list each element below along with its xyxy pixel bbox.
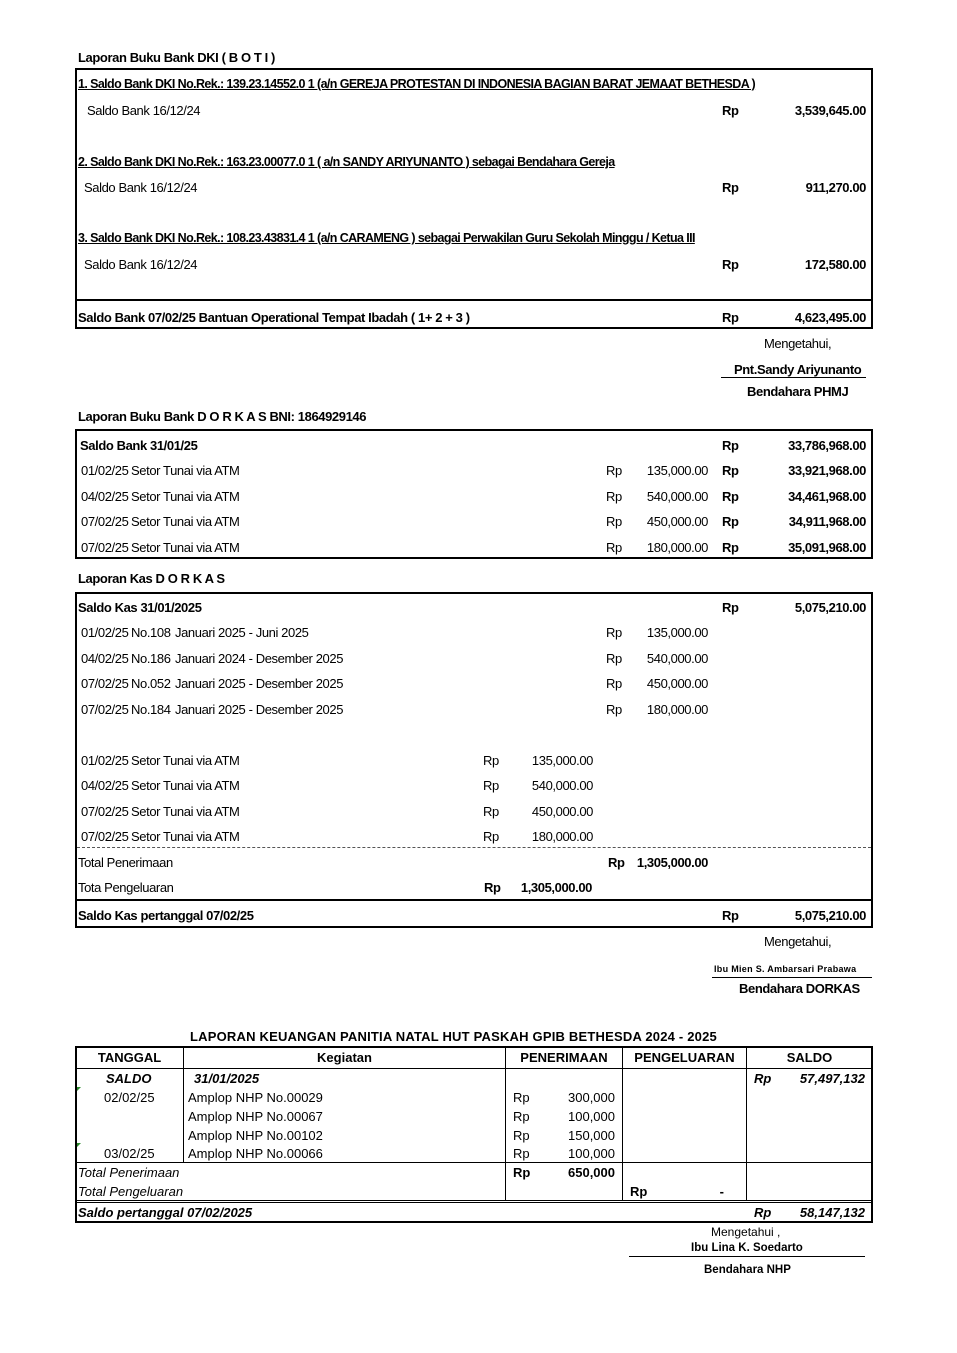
boti-sign-role: Bendahara PHMJ xyxy=(747,384,849,399)
dorkas-kas-title: Laporan Kas D O R K A S xyxy=(78,571,225,586)
dorkas-bank-row-desc: Setor Tunai via ATM xyxy=(131,489,240,504)
expense-cur: Rp xyxy=(483,804,499,819)
dorkas-bank-opening-amount: 33,786,968.00 xyxy=(788,438,866,453)
dorkas-kas-total-receipt-amount: 1,305,000.00 xyxy=(636,855,708,870)
nhp-opening-date: 31/01/2025 xyxy=(194,1071,260,1086)
boti-account-1-header: 1. Saldo Bank DKI No.Rek.: 139.23.14552.0 1 (a/n GEREJA PROTESTAN DI INDONESIA BAGIAN BARAT JEMAAT BETHESDA ) xyxy=(78,77,756,91)
expense-cur: Rp xyxy=(483,778,499,793)
nhp-row-activity: Amplop NHP No.00067 xyxy=(188,1109,323,1124)
boti-account-2-header: 2. Saldo Bank DKI No.Rek.: 163.23.00077.0 1 ( a/n SANDY ARIYUNANTO ) sebagai Bendahara Gereja xyxy=(78,155,615,169)
dorkas-bank-row-date: 07/02/25 xyxy=(81,514,129,529)
nhp-row-date: 03/02/25 xyxy=(104,1146,155,1161)
nhp-row-cur: Rp xyxy=(513,1128,530,1143)
expense-date: 07/02/25 xyxy=(81,804,129,819)
nhp-col-sep xyxy=(622,1047,623,1201)
expense-amount: 180,000.00 xyxy=(531,829,593,844)
receipt-amount: 180,000.00 xyxy=(646,702,708,717)
cell-note-icon xyxy=(77,1087,81,1091)
dorkas-bank-row-amount: 450,000.00 xyxy=(646,514,708,529)
boti-total-amount: 4,623,495.00 xyxy=(794,310,866,325)
expense-desc: Setor Tunai via ATM xyxy=(131,829,240,844)
nhp-total-receipt-currency: Rp xyxy=(513,1165,531,1180)
dorkas-bank-row-date: 07/02/25 xyxy=(81,540,129,555)
dorkas-sign-name: Ibu Mien S. Ambarsari Prabawa xyxy=(714,964,857,974)
nhp-row-cur: Rp xyxy=(513,1109,530,1124)
nhp-closing-line xyxy=(76,1200,872,1201)
nhp-row-cur: Rp xyxy=(513,1090,530,1105)
nhp-totals-line xyxy=(76,1162,872,1163)
receipt-amount: 135,000.00 xyxy=(646,625,708,640)
dorkas-kas-opening-currency: Rp xyxy=(722,600,739,615)
boti-account-2-label: Saldo Bank 16/12/24 xyxy=(84,180,198,195)
dorkas-kas-total-receipt-currency: Rp xyxy=(608,855,625,870)
nhp-header-expense: PENGELUARAN xyxy=(634,1050,735,1065)
nhp-sign-known: Mengetahui , xyxy=(711,1225,781,1239)
dorkas-bank-row-balance: 34,461,968.00 xyxy=(788,489,866,504)
expense-date: 01/02/25 xyxy=(81,753,129,768)
nhp-total-expense-label: Total Pengeluaran xyxy=(78,1184,184,1199)
receipt-date: 07/02/25 xyxy=(81,676,129,691)
dorkas-bank-row-amount: 180,000.00 xyxy=(646,540,708,555)
dorkas-kas-closing-currency: Rp xyxy=(722,908,739,923)
dorkas-bank-row-cur: Rp xyxy=(606,514,622,529)
expense-date: 07/02/25 xyxy=(81,829,129,844)
nhp-row-activity: Amplop NHP No.00029 xyxy=(188,1090,323,1105)
receipt-no: No.184 xyxy=(131,702,171,717)
boti-account-1-currency: Rp xyxy=(722,103,739,118)
receipt-cur: Rp xyxy=(606,676,622,691)
receipt-date: 01/02/25 xyxy=(81,625,129,640)
boti-account-3-header: 3. Saldo Bank DKI No.Rek.: 108.23.43831.4 1 (a/n CARAMENG ) sebagai Perwakilan Guru Sekolah Minggu / Ketua III xyxy=(78,231,695,245)
boti-title: Laporan Buku Bank DKI ( B O T I ) xyxy=(78,50,275,65)
nhp-row-amount: 100,000 xyxy=(568,1146,615,1161)
dorkas-kas-total-expense-currency: Rp xyxy=(484,880,501,895)
nhp-total-expense-amount: - xyxy=(719,1184,724,1199)
dorkas-bank-opening-currency: Rp xyxy=(722,438,739,453)
nhp-sign-role: Bendahara NHP xyxy=(704,1264,791,1276)
dorkas-sign-role: Bendahara DORKAS xyxy=(739,981,860,996)
receipt-no: No.052 xyxy=(131,676,171,691)
receipt-cur: Rp xyxy=(606,625,622,640)
dorkas-bank-row-cur: Rp xyxy=(606,540,622,555)
dorkas-bank-row-balance: 35,091,968.00 xyxy=(788,540,866,555)
nhp-opening-balance: 57,497,132 xyxy=(799,1071,865,1086)
dorkas-bank-opening-label: Saldo Bank 31/01/25 xyxy=(80,438,198,453)
expense-date: 04/02/25 xyxy=(81,778,129,793)
dorkas-bank-row-desc: Setor Tunai via ATM xyxy=(131,514,240,529)
dorkas-kas-total-receipt-label: Total Penerimaan xyxy=(78,855,173,870)
dorkas-bank-row-cur2: Rp xyxy=(722,489,739,504)
dorkas-bank-row-cur2: Rp xyxy=(722,540,739,555)
dorkas-kas-opening-amount: 5,075,210.00 xyxy=(794,600,866,615)
receipt-amount: 540,000.00 xyxy=(646,651,708,666)
boti-account-1-label: Saldo Bank 16/12/24 xyxy=(87,103,201,118)
nhp-total-expense-currency: Rp xyxy=(630,1184,648,1199)
nhp-row-activity: Amplop NHP No.00102 xyxy=(188,1128,323,1143)
dorkas-kas-dashed-divider xyxy=(77,847,871,848)
nhp-header-date: TANGGAL xyxy=(97,1050,162,1065)
dorkas-bank-title: Laporan Buku Bank D O R K A S BNI: 1864929146 xyxy=(78,409,367,424)
expense-desc: Setor Tunai via ATM xyxy=(131,753,240,768)
nhp-total-receipt-amount: 650,000 xyxy=(568,1165,615,1180)
dorkas-bank-row-balance: 34,911,968.00 xyxy=(788,514,866,529)
expense-cur: Rp xyxy=(483,753,499,768)
nhp-header-balance: SALDO xyxy=(786,1050,833,1065)
nhp-header-line xyxy=(76,1068,872,1069)
dorkas-kas-closing-amount: 5,075,210.00 xyxy=(794,908,866,923)
nhp-row-amount: 150,000 xyxy=(568,1128,615,1143)
dorkas-sign-line xyxy=(712,977,872,978)
nhp-closing-label: Saldo pertanggal 07/02/2025 xyxy=(78,1205,253,1220)
expense-amount: 540,000.00 xyxy=(531,778,593,793)
boti-account-2-currency: Rp xyxy=(722,180,739,195)
nhp-sign-line xyxy=(629,1256,865,1257)
boti-total-currency: Rp xyxy=(722,310,739,325)
receipt-date: 07/02/25 xyxy=(81,702,129,717)
expense-cur: Rp xyxy=(483,829,499,844)
dorkas-bank-row-cur: Rp xyxy=(606,489,622,504)
dorkas-bank-row-desc: Setor Tunai via ATM xyxy=(131,463,240,478)
receipt-period: Januari 2025 - Juni 2025 xyxy=(175,625,309,640)
dorkas-bank-row-date: 04/02/25 xyxy=(81,489,129,504)
boti-account-1-amount: 3,539,645.00 xyxy=(794,103,866,118)
boti-sign-name: Pnt.Sandy Ariyunanto xyxy=(734,362,862,377)
boti-total-divider xyxy=(75,299,873,301)
dorkas-kas-closing-label: Saldo Kas pertanggal 07/02/25 xyxy=(78,908,254,923)
receipt-no: No.108 xyxy=(131,625,171,640)
nhp-closing-amount: 58,147,132 xyxy=(799,1205,865,1220)
receipt-amount: 450,000.00 xyxy=(646,676,708,691)
receipt-date: 04/02/25 xyxy=(81,651,129,666)
nhp-opening-currency: Rp xyxy=(754,1071,772,1086)
nhp-col-sep xyxy=(746,1047,747,1201)
dorkas-bank-row-cur: Rp xyxy=(606,463,622,478)
nhp-opening-label: SALDO xyxy=(106,1071,152,1086)
nhp-sign-name: Ibu Lina K. Soedarto xyxy=(691,1242,803,1254)
nhp-row-amount: 100,000 xyxy=(568,1109,615,1124)
nhp-row-amount: 300,000 xyxy=(568,1090,615,1105)
nhp-row-cur: Rp xyxy=(513,1146,530,1161)
dorkas-bank-row-amount: 540,000.00 xyxy=(646,489,708,504)
nhp-header-activity: Kegiatan xyxy=(317,1050,372,1065)
nhp-title: LAPORAN KEUANGAN PANITIA NATAL HUT PASKAH GPIB BETHESDA 2024 - 2025 xyxy=(190,1029,717,1044)
boti-account-2-amount: 911,270.00 xyxy=(805,180,866,195)
boti-sign-known: Mengetahui, xyxy=(764,336,832,351)
nhp-header-receipt: PENERIMAAN xyxy=(520,1050,608,1065)
boti-account-3-label: Saldo Bank 16/12/24 xyxy=(84,257,198,272)
dorkas-bank-row-cur2: Rp xyxy=(722,514,739,529)
expense-desc: Setor Tunai via ATM xyxy=(131,804,240,819)
dorkas-kas-closing-divider xyxy=(75,899,873,901)
dorkas-sign-known: Mengetahui, xyxy=(764,934,832,949)
expense-desc: Setor Tunai via ATM xyxy=(131,778,240,793)
cell-note-icon xyxy=(77,1143,81,1147)
receipt-cur: Rp xyxy=(606,702,622,717)
dorkas-kas-total-expense-label: Tota Pengeluaran xyxy=(78,880,174,895)
receipt-period: Januari 2025 - Desember 2025 xyxy=(175,702,344,717)
nhp-col-sep xyxy=(505,1047,506,1201)
nhp-closing-line-2 xyxy=(76,1202,872,1203)
dorkas-kas-opening-label: Saldo Kas 31/01/2025 xyxy=(78,600,202,615)
nhp-total-receipt-label: Total Penerimaan xyxy=(78,1165,180,1180)
dorkas-kas-total-expense-amount: 1,305,000.00 xyxy=(520,880,592,895)
boti-account-3-amount: 172,580.00 xyxy=(804,257,866,272)
nhp-row-date: 02/02/25 xyxy=(104,1090,155,1105)
boti-account-3-currency: Rp xyxy=(722,257,739,272)
nhp-closing-currency: Rp xyxy=(754,1205,772,1220)
dorkas-bank-row-cur2: Rp xyxy=(722,463,739,478)
boti-sign-line xyxy=(721,377,866,378)
receipt-period: Januari 2025 - Desember 2025 xyxy=(175,676,344,691)
dorkas-bank-row-date: 01/02/25 xyxy=(81,463,129,478)
receipt-no: No.186 xyxy=(131,651,171,666)
receipt-cur: Rp xyxy=(606,651,622,666)
expense-amount: 135,000.00 xyxy=(531,753,593,768)
receipt-period: Januari 2024 - Desember 2025 xyxy=(175,651,344,666)
nhp-row-activity: Amplop NHP No.00066 xyxy=(188,1146,323,1161)
dorkas-bank-row-balance: 33,921,968.00 xyxy=(788,463,866,478)
dorkas-bank-row-amount: 135,000.00 xyxy=(646,463,708,478)
boti-total-label: Saldo Bank 07/02/25 Bantuan Operational Tempat Ibadah ( 1+ 2 + 3 ) xyxy=(78,310,470,325)
expense-amount: 450,000.00 xyxy=(531,804,593,819)
dorkas-bank-row-desc: Setor Tunai via ATM xyxy=(131,540,240,555)
